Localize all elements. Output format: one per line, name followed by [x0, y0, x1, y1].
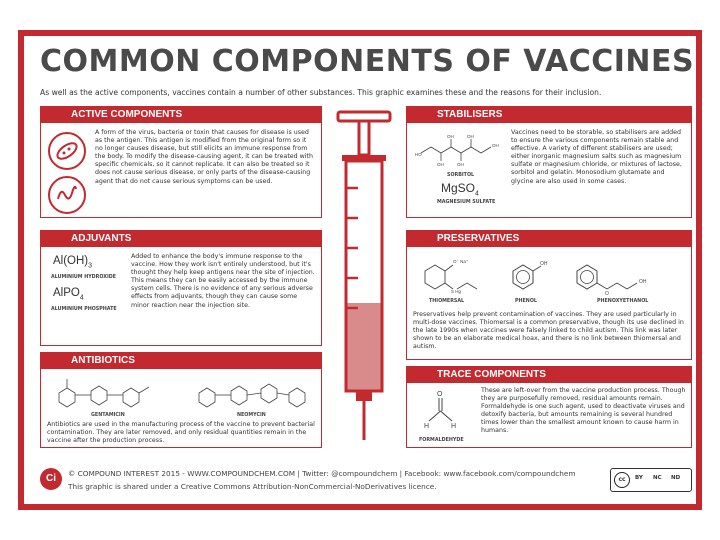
svg-text:H: H — [451, 423, 457, 430]
preservatives-panel — [406, 230, 692, 360]
sorbitol-label: SORBITOL — [447, 173, 475, 178]
compound-interest-logo — [40, 468, 62, 490]
active-components-panel — [40, 106, 322, 218]
aluminium-hydroxide-label: ALUMINIUM HYDROXIDE — [51, 275, 117, 280]
thiomersal-label: THIOMERSAL — [429, 299, 465, 304]
svg-text:HO: HO — [415, 152, 422, 157]
footer-licence: This graphic is shared under a Creative Commons Attribution-NonCommercial-NoDerivatives licence. — [68, 482, 437, 491]
logo-text: Ci — [46, 473, 56, 484]
svg-text:O: O — [605, 291, 609, 297]
trace-components-panel — [406, 366, 692, 448]
stabilisers-heading: STABILISERS — [407, 107, 691, 123]
svg-text:OH: OH — [467, 134, 474, 139]
trace-components-text: These are left-over from the vaccine production process. Though they are purposefully removed, residual amounts remain. Formaldehyde is one such agent, used to deactivate viruses and detoxify bacteria, but amounts remaining is several hundred times lower than the smallest amount known to cause harm in humans. — [481, 387, 686, 435]
antibiotics-panel — [40, 352, 322, 448]
phenoxyethanol-label: PHENOXYETHANOL — [597, 299, 649, 304]
svg-text:OH: OH — [457, 162, 464, 167]
infographic-frame — [18, 30, 702, 510]
stabilisers-text: Vaccines need to be storable, so stabilisers are added to ensure the various components remain stable and effective. A variety of different stabilisers are used; either inorganic magnesium salts such as magnesium sulfate or magnesium chloride, or mixtures of lactose, sorbitol and gelatin. Monosodium glutamate and glycine are also used in some cases. — [511, 129, 682, 185]
svg-text:OH: OH — [437, 162, 444, 167]
gentamicin-structure-icon — [51, 373, 171, 411]
formaldehyde-structure-icon — [417, 387, 467, 437]
neomycin-structure-icon — [191, 373, 315, 411]
bacterium-icon — [47, 131, 87, 171]
virus-strand-icon — [47, 175, 87, 215]
intro-text: As well as the active components, vaccines contain a number of other substances. This graphic examines these and the reasons for their inclusion. — [40, 88, 602, 97]
preservatives-text: Preservatives help prevent contamination of vaccines. They are used particularly in multi-dose vaccines. Thiomersal is a common preservative, though its use declined in the late 1990s when vaccines were falsely linked to child autism. This link was later shown to be an elaborate medical hoax, and there is no link between thiomersal and autism. — [413, 311, 684, 351]
preservatives-heading: PRESERVATIVES — [407, 231, 691, 247]
magnesium-sulfate-label: MAGNESIUM SULFATE — [437, 200, 496, 205]
cc-icon: cc — [614, 472, 630, 488]
phenoxyethanol-structure-icon — [567, 253, 677, 297]
adjuvants-panel — [40, 230, 322, 346]
svg-text:S Hg: S Hg — [451, 289, 462, 294]
sorbitol-structure-icon — [413, 129, 503, 173]
svg-text:O⁻ Na⁺: O⁻ Na⁺ — [453, 259, 469, 264]
stabilisers-panel — [406, 106, 692, 218]
page-title: COMMON COMPONENTS OF VACCINES — [40, 44, 695, 79]
creative-commons-badge — [610, 468, 692, 492]
active-components-heading: ACTIVE COMPONENTS — [41, 107, 321, 123]
syringe-illustration — [324, 108, 404, 448]
svg-text:OH: OH — [447, 134, 454, 139]
adjuvants-text: Added to enhance the body's immune response to the vaccine. How they work isn't entirely understood, but it's thought they help keep antigens near the site of injection. This means they can be easily accessed by the immune system cells. There is no evidence of any serious adverse effects from adjuvants, though they can cause some minor reaction near the injection site. — [131, 253, 315, 309]
svg-text:OH: OH — [540, 261, 548, 267]
svg-text:O: O — [437, 391, 443, 398]
phenol-label: PHENOL — [515, 299, 537, 304]
infographic-body — [24, 36, 696, 504]
antibiotics-heading: ANTIBIOTICS — [41, 353, 321, 369]
svg-text:OH: OH — [492, 143, 499, 148]
gentamicin-label: GENTAMICIN — [91, 413, 125, 418]
aluminium-phosphate-label: ALUMINIUM PHOSPHATE — [51, 307, 117, 312]
aloh3-text: Al(OH) — [53, 255, 89, 267]
cc-nc-icon: NC — [653, 475, 662, 481]
alpo4-subscript: 4 — [79, 294, 84, 302]
phenol-structure-icon — [503, 253, 553, 297]
svg-text:H: H — [424, 423, 430, 430]
magnesium-sulfate-formula — [441, 181, 479, 197]
active-components-text: A form of the virus, bacteria or toxin that causes for disease is used as the antigen. This antigen is modified from the original form so it no longer causes disease, but still elicits an immune response from the body. To modify the disease-causing agent, it can be treated with specific chemicals, so it cannot replicate. It can also be treated so it does not cause serious disease, or only parts of the disease-causing agent that do not cause serious symptoms can be used. — [95, 129, 314, 185]
aluminium-hydroxide-formula — [53, 255, 92, 269]
neomycin-label: NEOMYCIN — [237, 413, 266, 418]
adjuvants-heading: ADJUVANTS — [41, 231, 321, 247]
trace-components-heading: TRACE COMPONENTS — [407, 367, 691, 383]
cc-by-icon: BY — [635, 475, 643, 481]
aloh3-subscript: 3 — [88, 262, 93, 270]
mgso4-text: MgSO — [441, 181, 476, 195]
formaldehyde-label: FORMALDEHYDE — [419, 438, 464, 443]
aluminium-phosphate-formula — [53, 287, 84, 301]
mgso4-subscript: 4 — [475, 190, 479, 198]
footer-credits: © COMPOUND INTEREST 2015 - WWW.COMPOUNDCHEM.COM | Twitter: @compoundchem | Facebook: www.facebook.com/compoundchem — [68, 469, 576, 478]
svg-text:OH: OH — [639, 279, 647, 285]
alpo4-text: AlPO — [53, 287, 80, 299]
antibiotics-text: Antibiotics are used in the manufacturing process of the vaccine to prevent bacterial contamination. They are later removed, and only residual quantities remain in the vaccine after the production process. — [47, 421, 315, 445]
cc-nd-icon: ND — [671, 475, 681, 481]
thiomersal-structure-icon — [417, 253, 487, 297]
